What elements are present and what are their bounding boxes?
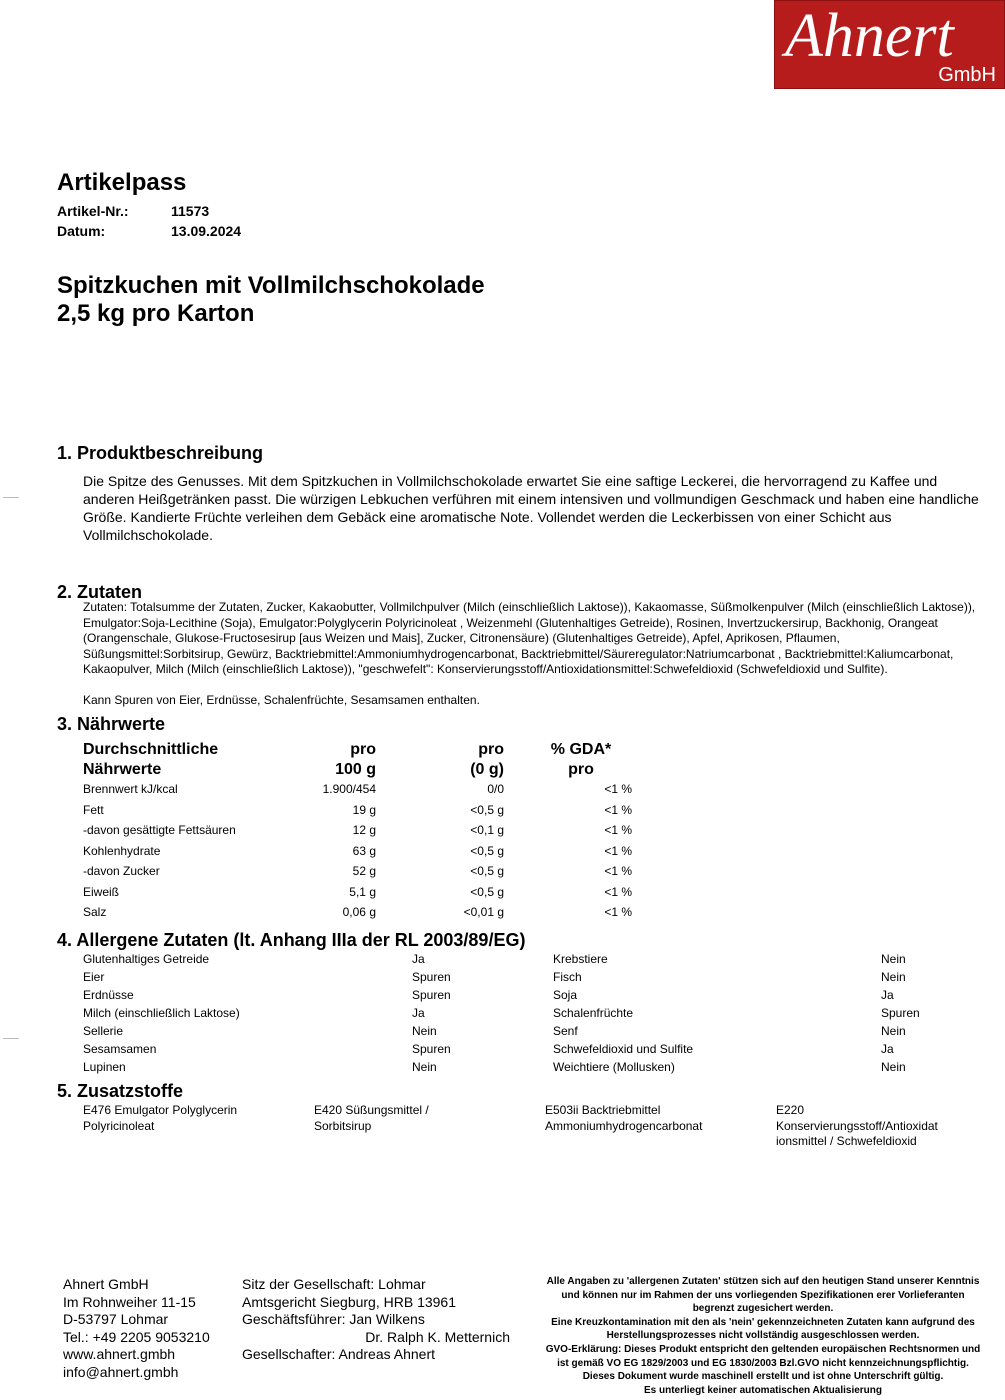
- nutrient-value: <1 %: [604, 864, 632, 878]
- allergen-name: Sellerie: [83, 1024, 124, 1038]
- allergen-status: Nein: [412, 1060, 437, 1074]
- footer-disclaimer-line: Dieses Dokument wurde maschinell erstellt und ist ohne Unterschrift gültig.: [582, 1371, 944, 1383]
- allergen-status: Nein: [881, 1060, 906, 1074]
- nutrient-name: Fett: [83, 802, 104, 817]
- allergen-status: Ja: [881, 988, 894, 1002]
- nutrition-column-header: pro: [478, 741, 504, 758]
- allergen-name: Lupinen: [83, 1060, 126, 1074]
- additive-item: E220: [776, 1103, 805, 1117]
- footer-address-line: Tel.: +49 2205 9053210: [63, 1328, 210, 1345]
- additive-item: E420 Süßungsmittel /: [314, 1103, 429, 1117]
- nutrient-value: <0,5 g: [470, 843, 504, 858]
- footer-disclaimer-line: und können nur im Rahmen der uns vorliegenden Spezifikationen erer Vorlieferanten: [561, 1289, 965, 1301]
- nutrition-column-header: Durchschnittliche: [83, 741, 219, 758]
- nutrient-value: <1 %: [604, 905, 632, 919]
- logo-suffix: GmbH: [938, 64, 996, 86]
- footer-company-line: Dr. Ralph K. Metternich: [365, 1328, 510, 1345]
- additive-item: E503ii Backtriebmittel: [545, 1103, 661, 1117]
- additive-item: Polyricinoleat: [83, 1118, 155, 1133]
- article-number-value: 11573: [171, 203, 210, 219]
- allergen-name: Erdnüsse: [83, 988, 134, 1002]
- footer-address-line: www.ahnert.gmbh: [63, 1346, 176, 1362]
- nutrient-value: 5,1 g: [349, 884, 376, 899]
- description-text: Die Spitze des Genusses. Mit dem Spitzkuchen in Vollmilchschokolade erwartet Sie eine saftige Leckerei, die hervorragend zu Kaffee und anderen Heißgetränken passt. Die würzigen Lebkuchen verführen mit einem intensiven und vollmundigen Geschmack und haben eine handliche Größe. Kandierte Früchte verleihen dem Gebäck eine aromatische Note. Vollendet werden die Leckerbissen von einer Schicht aus Vollmilchschokolade.: [83, 473, 979, 543]
- nutrient-value: <0,5 g: [470, 802, 504, 817]
- nutrition-column-header: Nährwerte: [83, 761, 162, 778]
- allergen-name: Schwefeldioxid und Sulfite: [553, 1042, 694, 1056]
- ingredients-text: Zutaten: Totalsumme der Zutaten, Zucker, Kakaobutter, Vollmilchpulver (Milch (einschließlich Laktose)), Kakaomasse, Süßmolkenpulver (Milch (einschließlich Laktose)), Emulgator:Soja-Lecithine (Soja), Emulgator:Polyglycerin Polyricinoleat , Weizenmehl (Glutenhaltiges Getreide), Rosinen, Invertzuckersirup, Backhonig, Orangeat (Orangenschale, Glukose-Fructosesirup [aus Weizen und Mais], Zucker, Citronensäure) (Glutenhaltiges Getreide), Apfel, Aprikosen, Pflaumen, Süßungsmittel:Sorbitsirup, Gewürz, Backtriebmittel:Ammoniumhydrogencarbonat, Backtriebmittel/Säureregulator:Natriumcarbonat , Backtriebmittel:Kaliumcarbonat, Kakaopulver, Milch (Milch (einschließlich Laktose)), "geschwefelt": Konservierungsstoff/Antioxidationsmittel:Schwefeldioxid (Schwefeldioxid und Sulfite).: [83, 600, 976, 676]
- section-heading-description: 1. Produktbeschreibung: [57, 443, 264, 463]
- nutrient-value: <1 %: [604, 802, 632, 817]
- product-name: Spitzkuchen mit Vollmilchschokolade: [57, 272, 485, 299]
- nutrient-value: <0,01 g: [463, 905, 504, 919]
- nutrient-name: -davon Zucker: [83, 864, 160, 878]
- nutrient-name: -davon gesättigte Fettsäuren: [83, 823, 236, 837]
- date-value: 13.09.2024: [171, 223, 242, 239]
- additive-item: Ammoniumhydrogencarbonat: [545, 1118, 703, 1133]
- allergen-name: Fisch: [553, 970, 582, 984]
- allergen-status: Ja: [412, 952, 425, 966]
- allergen-status: Spuren: [881, 1006, 920, 1020]
- footer-address-line: Im Rohnweiher 11-15: [63, 1293, 196, 1310]
- allergen-status: Spuren: [412, 970, 451, 984]
- additive-item: Sorbitsirup: [314, 1118, 372, 1133]
- additive-item: ionsmittel / Schwefeldioxid: [776, 1134, 917, 1148]
- additive-item: E476 Emulgator Polyglycerin: [83, 1103, 238, 1117]
- nutrient-name: Eiweiß: [83, 884, 120, 899]
- nutrient-value: <1 %: [604, 782, 632, 796]
- allergen-status: Nein: [881, 970, 906, 984]
- allergen-status: Spuren: [412, 1042, 451, 1056]
- allergen-name: Schalenfrüchte: [553, 1006, 634, 1020]
- nutrient-value: 19 g: [352, 802, 376, 817]
- nutrient-value: <1 %: [604, 843, 632, 858]
- allergen-status: Spuren: [412, 988, 451, 1002]
- footer-disclaimer-line: Alle Angaben zu 'allergenen Zutaten' stützen sich auf den heutigen Stand unserer Kenntnis: [546, 1276, 980, 1287]
- article-number-label: Artikel-Nr.:: [57, 203, 129, 219]
- date-label: Datum:: [57, 223, 106, 239]
- allergen-name: Milch (einschließlich Laktose): [83, 1006, 240, 1020]
- section-heading-additives: 5. Zusatzstoffe: [57, 1081, 184, 1101]
- allergen-status: Ja: [881, 1042, 894, 1056]
- footer-company-line: Amtsgericht Siegburg, HRB 13961: [242, 1293, 456, 1310]
- margin-mark: [3, 1038, 19, 1039]
- nutrient-value: 0/0: [487, 782, 504, 796]
- allergen-status: Nein: [881, 952, 906, 966]
- nutrient-name: Brennwert kJ/kcal: [83, 782, 178, 796]
- nutrient-value: <1 %: [604, 823, 632, 837]
- footer-company-line: Geschäftsführer: Jan Wilkens: [242, 1311, 425, 1327]
- section-heading-allergens: 4. Allergene Zutaten (lt. Anhang IIIa der RL 2003/89/EG): [57, 930, 526, 950]
- allergen-name: Krebstiere: [553, 952, 608, 966]
- nutrition-column-header: pro: [568, 761, 594, 778]
- footer-address-line: Ahnert GmbH: [63, 1276, 149, 1292]
- nutrition-column-header: 100 g: [335, 761, 376, 778]
- allergen-name: Senf: [553, 1024, 578, 1038]
- nutrient-value: 63 g: [352, 843, 376, 858]
- traces-text: Kann Spuren von Eier, Erdnüsse, Schalenfrüchte, Sesamsamen enthalten.: [83, 693, 480, 707]
- margin-mark: [3, 497, 19, 498]
- nutrition-column-header: (0 g): [470, 761, 504, 778]
- footer-company-line: Sitz der Gesellschaft: Lohmar: [242, 1276, 426, 1292]
- nutrition-column-header: % GDA*: [550, 741, 612, 758]
- nutrition-column-header: pro: [350, 741, 376, 758]
- footer-disclaimer-line: GVO-Erklärung: Dieses Produkt entspricht den geltenden europäischen Rechtsnormen und: [545, 1344, 981, 1355]
- product-packaging: 2,5 kg pro Karton: [57, 300, 255, 327]
- nutrient-name: Kohlenhydrate: [83, 843, 161, 858]
- additive-item: Konservierungsstoff/Antioxidat: [776, 1118, 938, 1133]
- footer-disclaimer-line: Eine Kreuzkontamination mit den als 'nein' gekennzeichneten Zutaten kann aufgrund des: [551, 1316, 975, 1328]
- nutrient-name: Salz: [83, 905, 107, 919]
- nutrient-value: 52 g: [352, 864, 376, 878]
- footer-disclaimer-line: begrenzt zugesichert werden.: [692, 1303, 834, 1315]
- allergen-status: Nein: [881, 1024, 906, 1038]
- allergen-name: Glutenhaltiges Getreide: [83, 952, 210, 966]
- footer-disclaimer-line: Es unterliegt keiner automatischen Aktualisierung: [643, 1384, 883, 1396]
- section-heading-nutrition: 3. Nährwerte: [57, 714, 166, 734]
- allergen-name: Weichtiere (Mollusken): [553, 1060, 675, 1074]
- footer-disclaimer-line: Herstellungsprozesses nicht vollständig ausgeschlossen werden.: [606, 1330, 920, 1342]
- nutrient-value: <0,1 g: [470, 823, 504, 837]
- company-logo: [774, 0, 1005, 89]
- footer-disclaimer-line: ist gemäß VO EG 1829/2003 und EG 1830/2003 Bzl.GVO nicht kennzeichnungspflichtig.: [557, 1357, 969, 1369]
- nutrient-value: <0,5 g: [470, 884, 504, 899]
- section-heading-ingredients: 2. Zutaten: [57, 582, 143, 602]
- allergen-name: Eier: [83, 970, 105, 984]
- nutrient-value: <0,5 g: [470, 864, 504, 878]
- footer-address-line: info@ahnert.gmbh: [63, 1363, 179, 1380]
- allergen-name: Soja: [553, 988, 578, 1002]
- logo-wordmark: Ahnert: [785, 2, 954, 70]
- allergen-status: Nein: [412, 1024, 437, 1038]
- nutrient-value: <1 %: [604, 884, 632, 899]
- allergen-status: Ja: [412, 1006, 425, 1020]
- footer-address-line: D-53797 Lohmar: [63, 1311, 169, 1327]
- nutrient-value: 1.900/454: [322, 782, 376, 796]
- doc-title: Artikelpass: [57, 169, 187, 196]
- nutrient-value: 0,06 g: [342, 905, 376, 919]
- nutrient-value: 12 g: [352, 823, 376, 837]
- allergen-name: Sesamsamen: [83, 1042, 157, 1056]
- footer-company-line: Gesellschafter: Andreas Ahnert: [242, 1346, 435, 1362]
